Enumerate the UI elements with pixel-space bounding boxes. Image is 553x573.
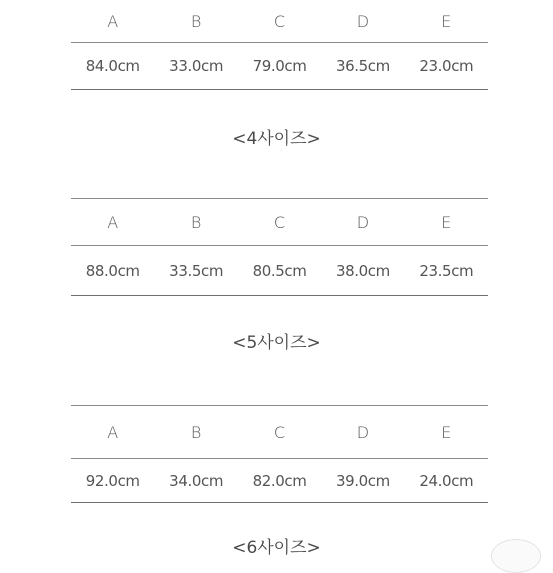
size-table-4 xyxy=(71,0,488,90)
table-value-row xyxy=(71,43,488,90)
header-cell-e: E xyxy=(441,11,452,31)
table-header-row xyxy=(71,0,488,43)
table-header-row xyxy=(71,199,488,246)
header-cell-a: A xyxy=(107,11,119,31)
value-cell-e: 24.0cm xyxy=(419,471,474,490)
header-cell-e: E xyxy=(441,212,452,232)
size-caption-5: <5사이즈> xyxy=(232,333,321,353)
value-cell-b: 34.0cm xyxy=(169,471,224,490)
value-cell-c: 79.0cm xyxy=(252,57,307,75)
value-cell-c: 80.5cm xyxy=(252,261,307,280)
header-cell-c: C xyxy=(273,11,286,31)
table-value-row xyxy=(71,459,488,503)
value-cell-c: 82.0cm xyxy=(252,471,307,490)
size-table-6 xyxy=(71,405,488,503)
value-cell-e: 23.5cm xyxy=(419,261,474,280)
value-cell-a: 88.0cm xyxy=(85,261,140,280)
size-caption-4: <4사이즈> xyxy=(232,129,321,149)
value-cell-d: 36.5cm xyxy=(335,57,390,75)
value-cell-d: 39.0cm xyxy=(335,471,390,490)
header-cell-a: A xyxy=(107,422,119,442)
header-cell-d: D xyxy=(356,212,370,232)
value-cell-a: 92.0cm xyxy=(85,471,140,490)
value-cell-e: 23.0cm xyxy=(419,57,474,75)
value-cell-b: 33.0cm xyxy=(169,57,224,75)
value-cell-a: 84.0cm xyxy=(85,57,140,75)
header-cell-d: D xyxy=(356,11,370,31)
size-table-5 xyxy=(71,198,488,296)
header-cell-d: D xyxy=(356,422,370,442)
corner-badge xyxy=(491,539,541,573)
header-cell-e: E xyxy=(441,422,452,442)
header-cell-a: A xyxy=(107,212,119,232)
header-cell-b: B xyxy=(190,212,202,232)
size-caption-6: <6사이즈> xyxy=(232,538,321,558)
header-cell-c: C xyxy=(273,422,286,442)
header-cell-b: B xyxy=(190,422,202,442)
value-cell-b: 33.5cm xyxy=(169,261,224,280)
header-cell-c: C xyxy=(273,212,286,232)
table-value-row xyxy=(71,246,488,296)
header-cell-b: B xyxy=(190,11,202,31)
table-header-row xyxy=(71,406,488,459)
value-cell-d: 38.0cm xyxy=(335,261,390,280)
